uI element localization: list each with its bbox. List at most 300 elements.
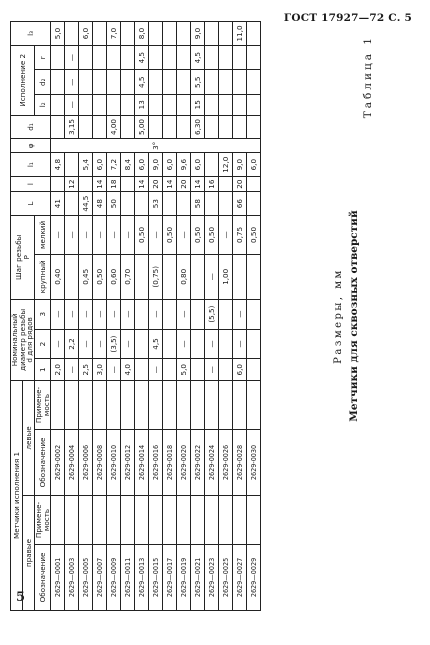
cell-coarse: 0,50 (93, 254, 107, 299)
cell-fine: — (65, 215, 79, 254)
cell-l2 (163, 94, 177, 115)
cell-d1r (219, 359, 233, 381)
header-exec1: Метчики исполнения 1 (11, 380, 23, 610)
cell-applicability (191, 380, 205, 429)
cell-fine: 0,50 (205, 215, 219, 254)
table-row (163, 22, 177, 611)
cell-L (121, 192, 135, 216)
cell-d1 (93, 115, 107, 139)
table-row (219, 22, 233, 611)
cell-d2: 4,5 (135, 70, 149, 95)
cell-d2r: (3,5) (107, 329, 121, 359)
cell-right: 2629—0007 (93, 544, 107, 610)
cell-d1r: — (107, 359, 121, 381)
cell-d2r: — (205, 329, 219, 359)
cell-l2 (233, 94, 247, 115)
cell-left: 2629-0024 (205, 429, 219, 495)
cell-r (247, 45, 261, 70)
cell-L: 53 (149, 192, 163, 216)
cell-applicability (107, 380, 121, 429)
cell-l3: 11,0 (233, 22, 247, 46)
table-row (93, 22, 107, 611)
cell-d1 (51, 115, 65, 139)
cell-d1r (191, 359, 205, 381)
cell-d1r: 2,0 (51, 359, 65, 381)
cell-l: 20 (149, 177, 163, 192)
cell-d1 (233, 115, 247, 139)
cell-l (79, 177, 93, 192)
cell-d1 (247, 115, 261, 139)
cell-d2 (107, 70, 121, 95)
cell-d2r: — (233, 329, 247, 359)
cell-fine: — (107, 215, 121, 254)
cell-L (177, 192, 191, 216)
cell-r (149, 45, 163, 70)
header-d1: d₁ (11, 115, 51, 139)
cell-d1r: 6,0 (233, 359, 247, 381)
cell-l2 (79, 94, 93, 115)
cell-applicability (93, 495, 107, 544)
cell-coarse (233, 254, 247, 299)
cell-d2r: 2,2 (65, 329, 79, 359)
cell-L: 50 (107, 192, 121, 216)
cell-left: 2629-0016 (149, 429, 163, 495)
cell-d1r: 2,5 (79, 359, 93, 381)
header-d2: d₂ (35, 70, 51, 95)
cell-right: 2629—0019 (177, 544, 191, 610)
cell-d2r (191, 329, 205, 359)
cell-l2: 13 (135, 94, 149, 115)
cell-applicability (163, 495, 177, 544)
cell-d3r: — (51, 299, 65, 329)
header-exec2: Исполнение 2 (11, 45, 35, 115)
rotated-table-block (10, 21, 410, 611)
cell-l3 (177, 22, 191, 46)
cell-d2r (135, 329, 149, 359)
header-right: правые (23, 495, 35, 610)
header-row2: 2 (35, 329, 51, 359)
cell-applicability (79, 495, 93, 544)
table-title: Метчики для сквозных отверстий (348, 210, 360, 422)
table-row (51, 22, 65, 611)
cell-d2 (233, 70, 247, 95)
cell-d1r: 4,0 (121, 359, 135, 381)
cell-l1: 9,0 (233, 153, 247, 177)
cell-l (121, 177, 135, 192)
cell-applicability (191, 495, 205, 544)
table-row (65, 22, 79, 611)
cell-applicability (205, 495, 219, 544)
header-row1: 1 (35, 359, 51, 381)
cell-l2 (107, 94, 121, 115)
cell-applicability (149, 495, 163, 544)
cell-d1 (149, 115, 163, 139)
cell-d1 (79, 115, 93, 139)
cell-fine: 0,50 (135, 215, 149, 254)
header-row3: 3 (35, 299, 51, 329)
cell-applicability (51, 380, 65, 429)
cell-l (219, 177, 233, 192)
cell-left: 2629-0022 (191, 429, 205, 495)
cell-l1: 6,0 (135, 153, 149, 177)
cell-l1: 9,6 (177, 153, 191, 177)
cell-l: 14 (93, 177, 107, 192)
cell-right: 2629—0027 (233, 544, 247, 610)
cell-d2r (219, 329, 233, 359)
cell-l3: 8,0 (135, 22, 149, 46)
cell-l2: 15 (191, 94, 205, 115)
table-row (191, 22, 205, 611)
cell-d1r: 5,0 (177, 359, 191, 381)
cell-applicability (51, 495, 65, 544)
cell-fine: 0,50 (247, 215, 261, 254)
cell-applicability (135, 380, 149, 429)
cell-d3r: — (107, 299, 121, 329)
cell-d2r (163, 329, 177, 359)
cell-right: 2629—0025 (219, 544, 233, 610)
cell-fine: — (51, 215, 65, 254)
cell-l3 (247, 22, 261, 46)
cell-d1: 5,00 (135, 115, 149, 139)
table-row (135, 22, 149, 611)
cell-r: 4,5 (191, 45, 205, 70)
cell-l3 (219, 22, 233, 46)
cell-coarse: (0,75) (149, 254, 163, 299)
cell-applicability (121, 380, 135, 429)
cell-right: 2629—0023 (205, 544, 219, 610)
cell-right: 2629—0021 (191, 544, 205, 610)
cell-r: 4,5 (135, 45, 149, 70)
cell-coarse: 0,40 (51, 254, 65, 299)
header-designation-left: Обозначение (35, 429, 51, 495)
cell-L: 48 (93, 192, 107, 216)
cell-l: 20 (177, 177, 191, 192)
cell-l: 20 (233, 177, 247, 192)
cell-applicability (247, 380, 261, 429)
cell-l1: 8,4 (121, 153, 135, 177)
cell-fine: — (219, 215, 233, 254)
cell-right: 2629—0001 (51, 544, 65, 610)
cell-fine: 0,50 (163, 215, 177, 254)
cell-r (51, 45, 65, 70)
cell-d2r: — (177, 329, 191, 359)
cell-coarse (163, 254, 177, 299)
cell-d2r (247, 329, 261, 359)
cell-left: 2629-0008 (93, 429, 107, 495)
cell-l1: 5,4 (79, 153, 93, 177)
cell-l (247, 177, 261, 192)
cell-applicability (219, 495, 233, 544)
cell-applicability (65, 495, 79, 544)
header-fine: мелкий (35, 215, 51, 254)
cell-l3 (149, 22, 163, 46)
cell-d3r: — (177, 299, 191, 329)
cell-l1: 9,0 (149, 153, 163, 177)
cell-d3r: — (233, 299, 247, 329)
cell-l3 (163, 22, 177, 46)
cell-applicability (107, 495, 121, 544)
cell-l3 (121, 22, 135, 46)
cell-applicability (149, 380, 163, 429)
cell-l: 14 (191, 177, 205, 192)
cell-L (247, 192, 261, 216)
cell-l1: 6,0 (163, 153, 177, 177)
table-row (177, 22, 191, 611)
header-l3: l₃ (11, 22, 51, 46)
cell-l1: 7,2 (107, 153, 121, 177)
cell-right: 2629—0017 (163, 544, 177, 610)
cell-coarse: 0,60 (107, 254, 121, 299)
cell-L: 44,5 (79, 192, 93, 216)
cell-l: 14 (135, 177, 149, 192)
cell-applicability (205, 380, 219, 429)
header-l1: l₁ (11, 153, 51, 177)
header-phi: φ (11, 139, 51, 153)
cell-l3: 5,0 (51, 22, 65, 46)
header-left: левые (23, 380, 35, 495)
cell-right: 2629—0013 (135, 544, 149, 610)
spec-table (10, 21, 261, 611)
table-label: Таблица 1 (362, 35, 374, 119)
cell-d3r: — (65, 299, 79, 329)
cell-d3r (247, 299, 261, 329)
header-designation-right: Обозначение (35, 544, 51, 610)
cell-coarse: 0,70 (121, 254, 135, 299)
table-row (205, 22, 219, 611)
cell-applicability (121, 495, 135, 544)
cell-left: 2629-0014 (135, 429, 149, 495)
cell-l2 (177, 94, 191, 115)
cell-d1 (163, 115, 177, 139)
header-l: l (11, 177, 51, 192)
cell-left: 2629-0010 (107, 429, 121, 495)
cell-l3 (65, 22, 79, 46)
cell-d3r (219, 299, 233, 329)
cell-L (65, 192, 79, 216)
cell-coarse: — (205, 254, 219, 299)
cell-d1r: 3,0 (93, 359, 107, 381)
cell-coarse: 1,00 (219, 254, 233, 299)
cell-r (93, 45, 107, 70)
cell-d1 (219, 115, 233, 139)
cell-l: 18 (107, 177, 121, 192)
cell-d2 (163, 70, 177, 95)
cell-r (121, 45, 135, 70)
cell-applicability (233, 380, 247, 429)
cell-d3r: — (149, 299, 163, 329)
cell-fine: — (177, 215, 191, 254)
cell-L (219, 192, 233, 216)
cell-d2r: 4,5 (149, 329, 163, 359)
cell-right: 2629—0011 (121, 544, 135, 610)
cell-l2 (205, 94, 219, 115)
cell-r (205, 45, 219, 70)
table-row (79, 22, 93, 611)
table-row (233, 22, 247, 611)
cell-applicability (79, 380, 93, 429)
cell-right: 2629—0003 (65, 544, 79, 610)
table-row (247, 22, 261, 611)
table-row (107, 22, 121, 611)
cell-L (135, 192, 149, 216)
spec-table-body (51, 22, 261, 611)
cell-d1r: — (65, 359, 79, 381)
cell-l2 (121, 94, 135, 115)
cell-phi: 3° (51, 139, 261, 153)
cell-l (51, 177, 65, 192)
header-L: L (11, 192, 51, 216)
cell-l1: 6,0 (247, 153, 261, 177)
cell-fine: — (93, 215, 107, 254)
cell-L (205, 192, 219, 216)
cell-d2r: — (93, 329, 107, 359)
cell-right: 2629—0005 (79, 544, 93, 610)
cell-d3r: — (79, 299, 93, 329)
cell-d3r: — (93, 299, 107, 329)
cell-l3 (93, 22, 107, 46)
cell-applicability (177, 495, 191, 544)
header-l2: l₂ (35, 94, 51, 115)
cell-coarse (65, 254, 79, 299)
cell-d1 (121, 115, 135, 139)
cell-l1: 6,0 (93, 153, 107, 177)
cell-left: 2629-0012 (121, 429, 135, 495)
cell-l1: 4,8 (51, 153, 65, 177)
cell-d2r: — (51, 329, 65, 359)
cell-r (79, 45, 93, 70)
header-pitch: Шаг резьбы P (11, 215, 35, 299)
cell-l: 12 (65, 177, 79, 192)
cell-d1r (247, 359, 261, 381)
cell-applicability (177, 380, 191, 429)
cell-applicability (163, 380, 177, 429)
cell-l2 (51, 94, 65, 115)
cell-coarse: 0,45 (79, 254, 93, 299)
cell-d1r (163, 359, 177, 381)
cell-d1: 3,15 (65, 115, 79, 139)
cell-d3r (191, 299, 205, 329)
cell-d2 (247, 70, 261, 95)
cell-l2 (219, 94, 233, 115)
table-row (121, 22, 135, 611)
cell-right: 2629—0015 (149, 544, 163, 610)
cell-d1: 4,00 (107, 115, 121, 139)
cell-l: 16 (205, 177, 219, 192)
cell-left: 2629-0002 (51, 429, 65, 495)
cell-left: 2629-0020 (177, 429, 191, 495)
cell-left: 2629-0018 (163, 429, 177, 495)
cell-left: 2629-0030 (247, 429, 261, 495)
cell-applicability (93, 380, 107, 429)
cell-d1: 6,30 (191, 115, 205, 139)
cell-L: 41 (51, 192, 65, 216)
cell-applicability (233, 495, 247, 544)
cell-d2 (219, 70, 233, 95)
cell-left: 2629-0006 (79, 429, 93, 495)
cell-d2 (149, 70, 163, 95)
cell-d3r: (5,5) (205, 299, 219, 329)
cell-d2 (177, 70, 191, 95)
cell-fine: — (79, 215, 93, 254)
cell-d2r: — (121, 329, 135, 359)
cell-applicability (65, 380, 79, 429)
cell-d1 (177, 115, 191, 139)
header-r: r (35, 45, 51, 70)
cell-d1r: — (149, 359, 163, 381)
cell-right: 2629—0029 (247, 544, 261, 610)
cell-right: 2629—0009 (107, 544, 121, 610)
cell-L: 58 (191, 192, 205, 216)
cell-l2 (247, 94, 261, 115)
cell-l3: 9,0 (191, 22, 205, 46)
cell-d1 (205, 115, 219, 139)
cell-coarse: 0,80 (177, 254, 191, 299)
cell-l2 (149, 94, 163, 115)
header-coarse: крупный (35, 254, 51, 299)
cell-fine: 0,75 (233, 215, 247, 254)
cell-l: 14 (163, 177, 177, 192)
header-applicability-right: Примене- мость (35, 495, 51, 544)
cell-applicability (219, 380, 233, 429)
page-number: 5 (16, 590, 26, 605)
cell-fine: — (149, 215, 163, 254)
cell-d2r: — (79, 329, 93, 359)
cell-d2 (93, 70, 107, 95)
cell-l3: 6,0 (79, 22, 93, 46)
cell-d1r: — (205, 359, 219, 381)
cell-l1 (205, 153, 219, 177)
cell-l3: 7,0 (107, 22, 121, 46)
table-subtitle: Размеры, мм (333, 268, 344, 364)
cell-d1r (135, 359, 149, 381)
table-row (149, 22, 163, 611)
cell-left: 2629-0026 (219, 429, 233, 495)
cell-d3r (163, 299, 177, 329)
cell-r: — (65, 45, 79, 70)
cell-l1: 6,0 (191, 153, 205, 177)
cell-l2 (93, 94, 107, 115)
cell-r (163, 45, 177, 70)
cell-l2: — (65, 94, 79, 115)
cell-d3r: — (121, 299, 135, 329)
cell-L (163, 192, 177, 216)
cell-d2 (79, 70, 93, 95)
cell-d2: — (65, 70, 79, 95)
cell-coarse (247, 254, 261, 299)
cell-d2: 5,5 (191, 70, 205, 95)
cell-left: 2629-0004 (65, 429, 79, 495)
cell-coarse (135, 254, 149, 299)
cell-d2 (51, 70, 65, 95)
cell-fine: — (121, 215, 135, 254)
cell-L: 66 (233, 192, 247, 216)
cell-r (177, 45, 191, 70)
cell-d2 (205, 70, 219, 95)
cell-r (233, 45, 247, 70)
cell-fine: 0,50 (191, 215, 205, 254)
header-nominal: Номинальный диаметр резьбы d для рядов (11, 299, 35, 380)
cell-d2 (121, 70, 135, 95)
cell-coarse (191, 254, 205, 299)
cell-d3r (135, 299, 149, 329)
cell-r (219, 45, 233, 70)
page-header: ГОСТ 17927—72 С. 5 (283, 12, 412, 24)
header-applicability-left: Примене- мость (35, 380, 51, 429)
cell-r (107, 45, 121, 70)
cell-left: 2629-0028 (233, 429, 247, 495)
cell-l3 (205, 22, 219, 46)
cell-l1: 12,0 (219, 153, 233, 177)
